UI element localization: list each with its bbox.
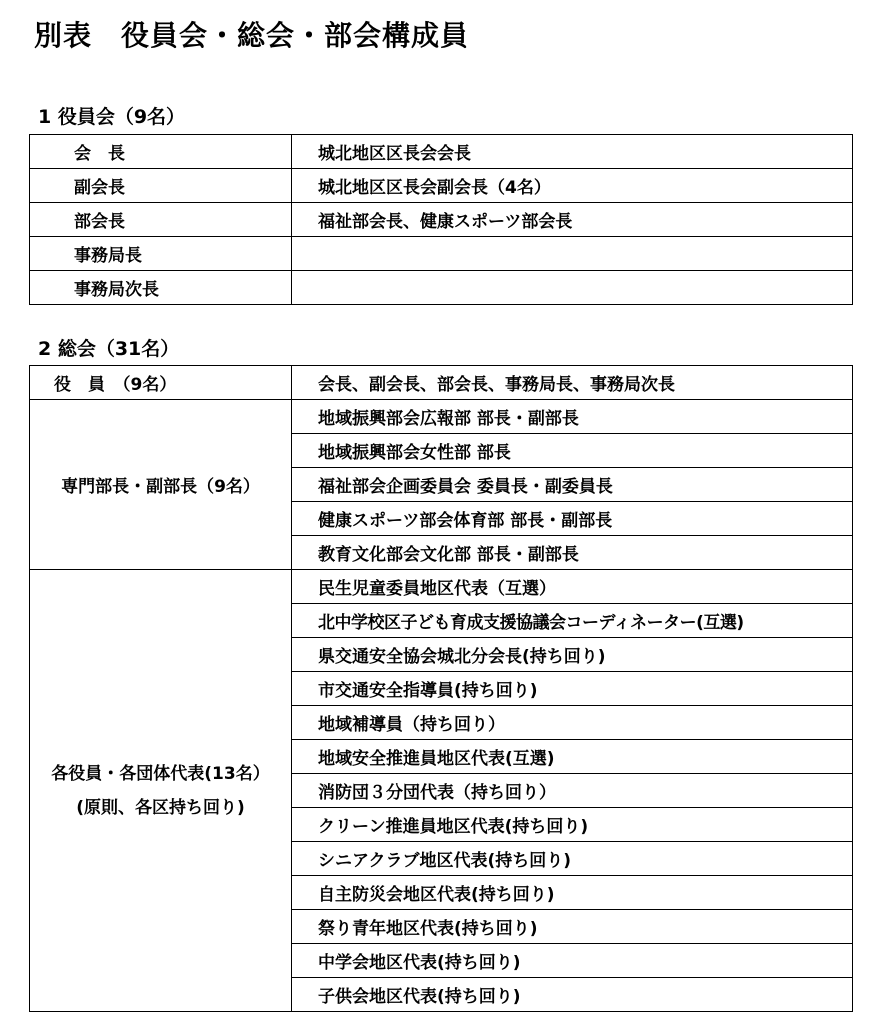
table-row — [30, 366, 853, 400]
members-cell: 城北地区区長会会長 — [292, 135, 853, 169]
role-cell: 副会長 — [30, 169, 292, 203]
members-cell: 子供会地区代表(持ち回り) — [292, 978, 853, 1012]
members-cell: 地域補導員（持ち回り） — [292, 706, 853, 740]
table-row — [30, 135, 853, 169]
members-cell — [292, 271, 853, 305]
role-cell: 事務局長 — [30, 237, 292, 271]
section1-heading: 1 役員会（9名） — [38, 106, 186, 128]
members-cell: 民生児童委員地区代表（互選） — [292, 570, 853, 604]
members-cell: 地域振興部会広報部 部長・副部長 — [292, 400, 853, 434]
members-cell: 会長、副会長、部会長、事務局長、事務局次長 — [292, 366, 853, 400]
members-cell: 県交通安全協会城北分会長(持ち回り) — [292, 638, 853, 672]
role-cell: 事務局次長 — [30, 271, 292, 305]
members-cell: 祭り青年地区代表(持ち回り) — [292, 910, 853, 944]
role-cell — [30, 570, 292, 1012]
table-row — [30, 400, 853, 434]
table-row — [30, 237, 853, 271]
members-cell: 中学会地区代表(持ち回り) — [292, 944, 853, 978]
role-cell: 部会長 — [30, 203, 292, 237]
table-row — [30, 203, 853, 237]
members-cell: 地域振興部会女性部 部長 — [292, 434, 853, 468]
officers-council-table — [29, 134, 853, 305]
members-cell: シニアクラブ地区代表(持ち回り) — [292, 842, 853, 876]
members-cell: 自主防災会地区代表(持ち回り) — [292, 876, 853, 910]
page-title: 別表 役員会・総会・部会構成員 — [34, 19, 470, 52]
role-line-2: (原則、各区持ち回り) — [76, 797, 245, 818]
table-row — [30, 169, 853, 203]
members-cell: 北中学校区子ども育成支援協議会コーディネーター(互選) — [292, 604, 853, 638]
members-cell: 市交通安全指導員(持ち回り) — [292, 672, 853, 706]
role-line-1: 各役員・各団体代表(13名） — [51, 763, 270, 784]
members-cell: 城北地区区長会副会長（4名） — [292, 169, 853, 203]
members-cell: 福祉部会長、健康スポーツ部会長 — [292, 203, 853, 237]
members-cell: 健康スポーツ部会体育部 部長・副部長 — [292, 502, 853, 536]
table-row — [30, 271, 853, 305]
role-cell: 役 員 （9名） — [30, 366, 292, 400]
role-cell: 会 長 — [30, 135, 292, 169]
members-cell — [292, 237, 853, 271]
members-cell: 福祉部会企画委員会 委員長・副委員長 — [292, 468, 853, 502]
members-cell: クリーン推進員地区代表(持ち回り) — [292, 808, 853, 842]
role-cell: 専門部長・副部長（9名） — [30, 400, 292, 570]
table-row — [30, 570, 853, 604]
members-cell: 地域安全推進員地区代表(互選) — [292, 740, 853, 774]
general-assembly-table — [29, 365, 853, 1012]
section2-heading: 2 総会（31名） — [38, 338, 180, 360]
members-cell: 教育文化部会文化部 部長・副部長 — [292, 536, 853, 570]
members-cell: 消防団３分団代表（持ち回り） — [292, 774, 853, 808]
